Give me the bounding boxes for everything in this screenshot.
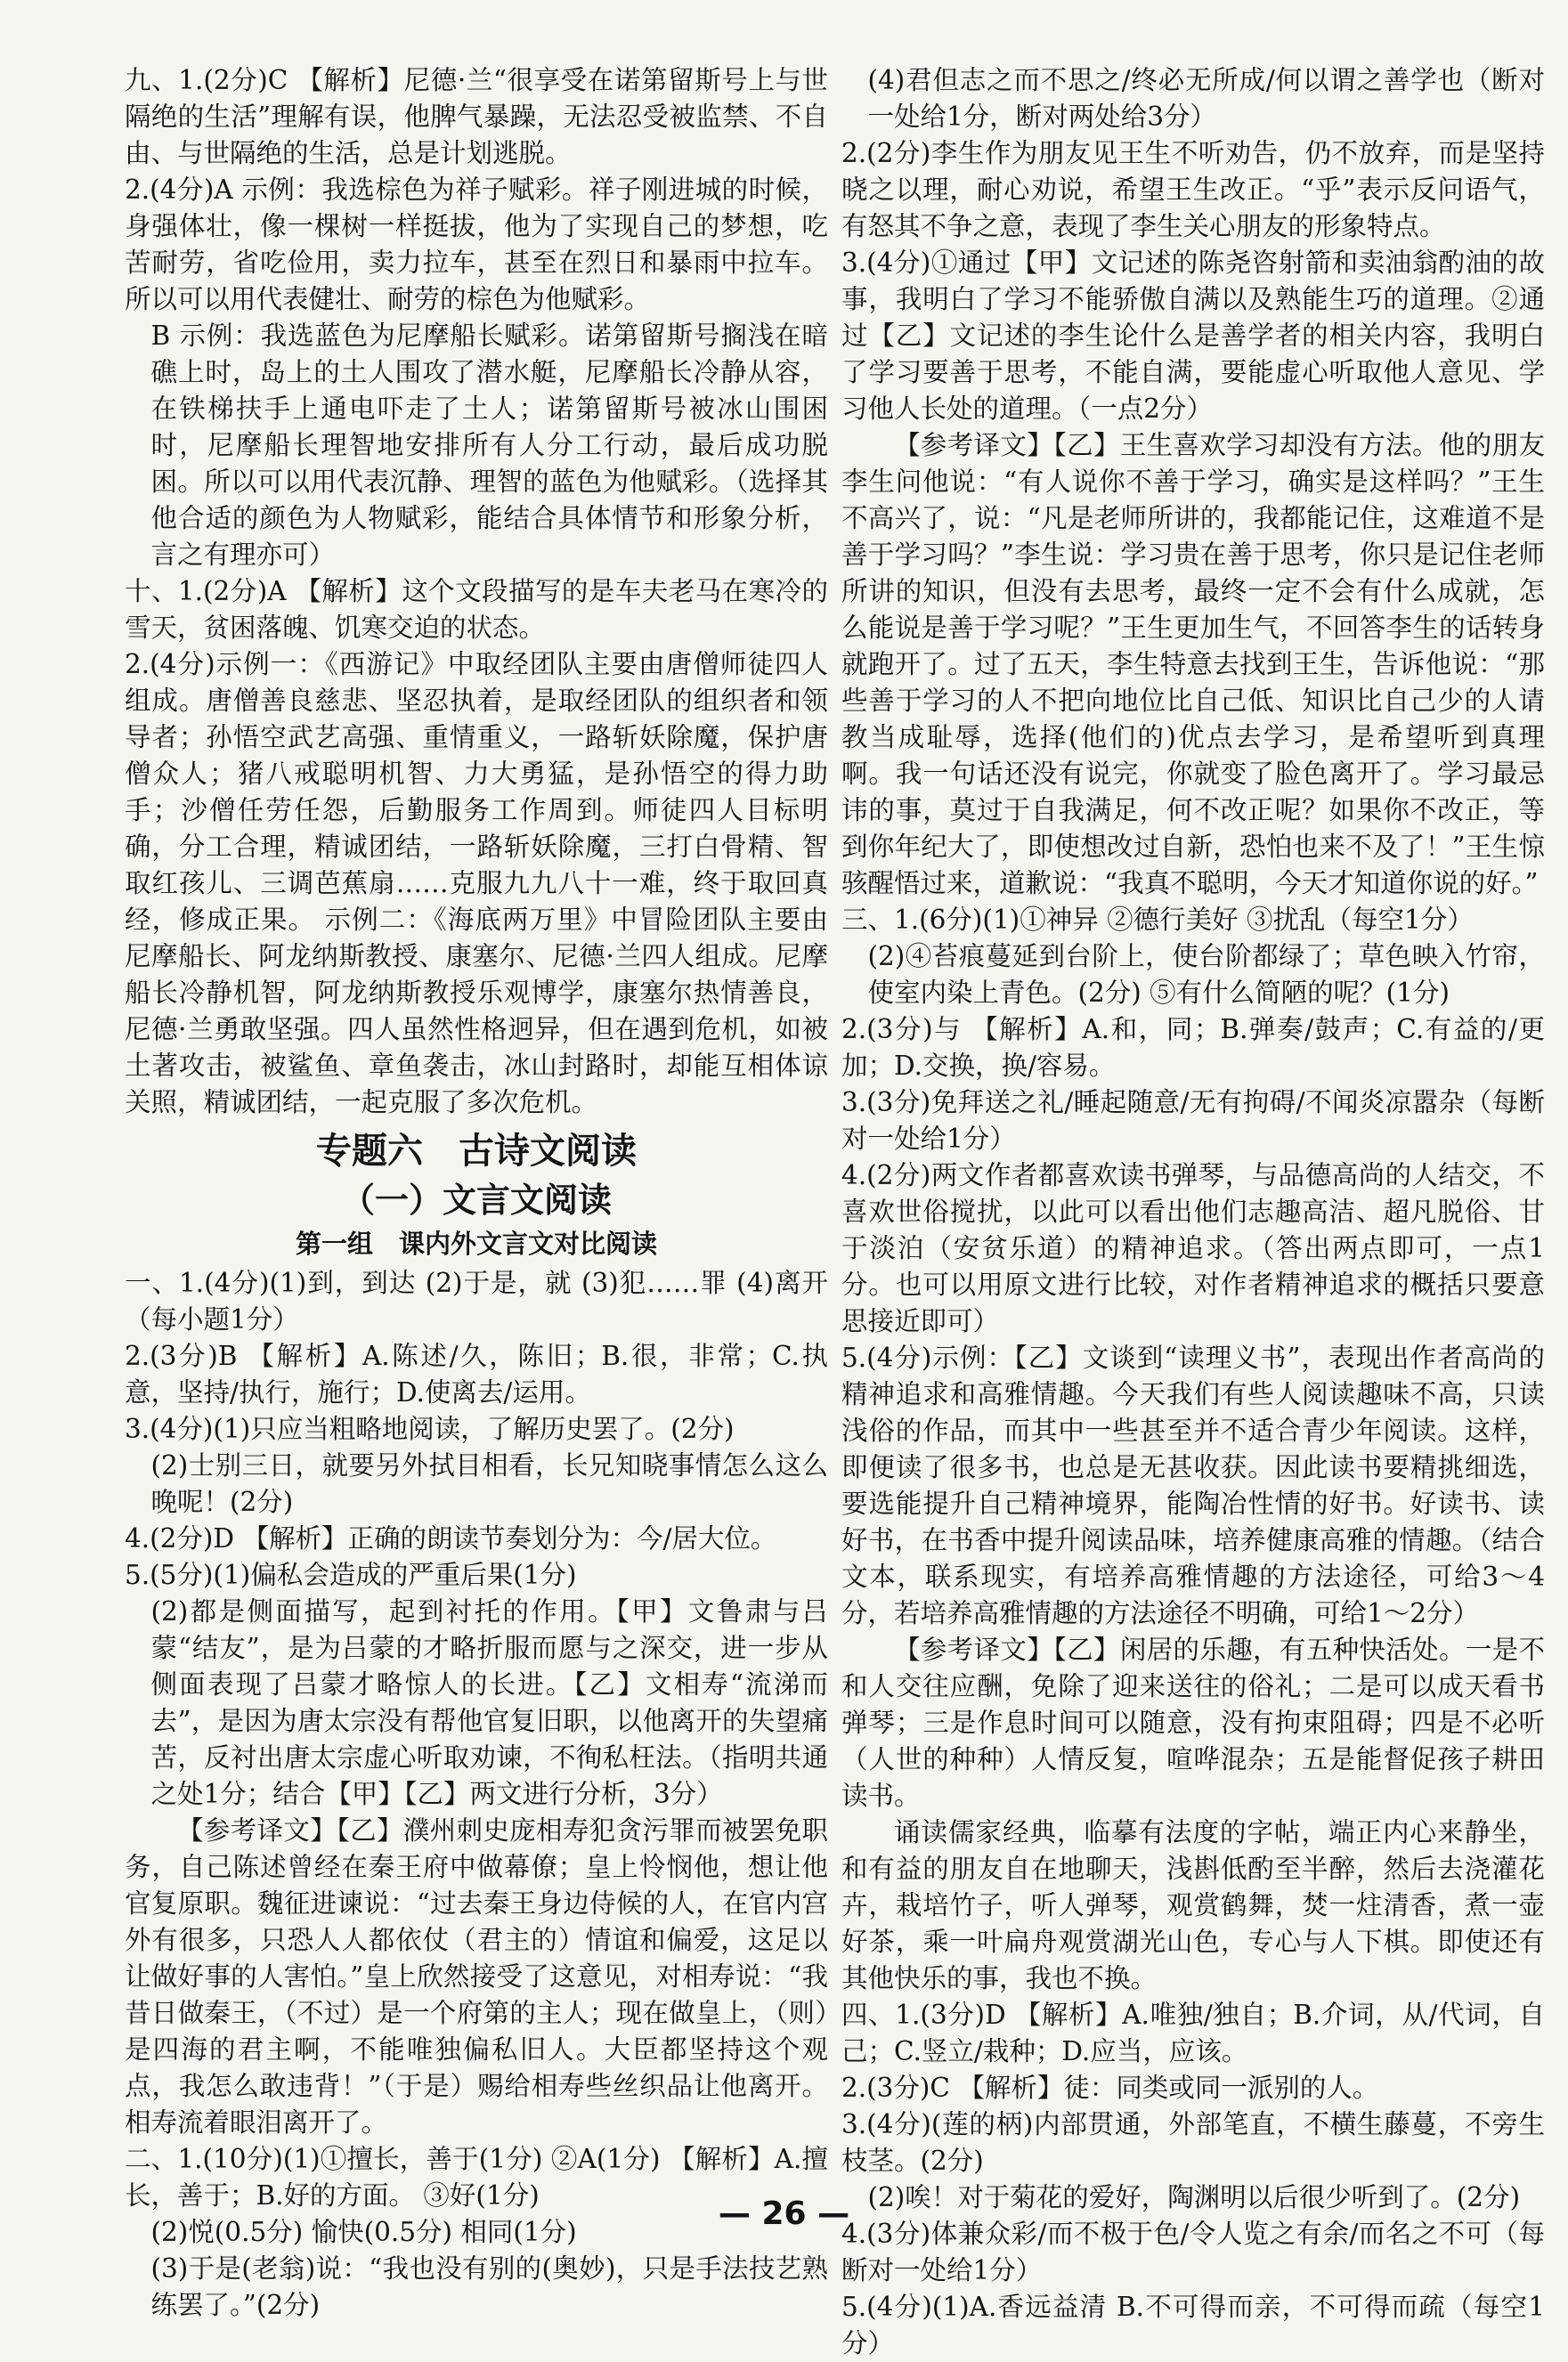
translation-paragraph: 【参考译文】【乙】王生喜欢学习却没有方法。他的朋友李生问他说：“有人说你不善于学习，确实是这样吗？”王生不高兴了，说：“凡是老师所讲的，我都能记住，这难道不是善于学习吗？”李生说：学习贵在善于思考，你只是记住老师所讲的知识，但没有去思考，最终一定不会有什么成就，怎么能说是善于学习呢？”王生更加生气，不回答李生的话转身就跑开了。过了五天，李生特意去找到王生，告诉他说：“那些善于学习的人不把向地位比自己低、知识比自己少的人请教当成耻辱，选择(他们的)优点去学习，是希望听到真理啊。我一句话还没有说完，你就变了脸色离开了。学习最忌讳的事，莫过于自我满足，何不改正呢？如果你不改正，等到你年纪大了，即使想改过自新，恐怕也来不及了！”王生惊骇醒悟过来，道歉说：“我真不聪明，今天才知道你说的好。” — [841, 430, 1545, 898]
answer-paragraph: 3.(4分)(莲的柄)内部贯通，外部笔直，不横生藤蔓，不旁生枝茎。(2分) — [841, 2109, 1545, 2176]
translation-paragraph: 诵读儒家经典，临摹有法度的字帖，端正内心来静坐，和有益的朋友自在地聊天，浅斟低酌至半醉，然后去浇灌花卉，栽培竹子，听人弹琴，观赏鹤舞，焚一炷清香，煮一壶好茶，乘一叶扁舟观赏湖光山色，专心与人下棋。即使还有其他快乐的事，我也不换。 — [841, 1817, 1545, 1993]
answer-paragraph: (4)君但志之而不思之/终必无所成/何以谓之善学也（断对一处给1分，断对两处给3分） — [867, 65, 1545, 132]
answer-paragraph: B 示例：我选蓝色为尼摩船长赋彩。诺第留斯号搁浅在暗礁上时，岛上的土人围攻了潜水艇，尼摩船长冷静从容，在铁梯扶手上通电吓走了土人；诺第留斯号被冰山围困时，尼摩船长理智地安排所有人分工行动，最后成功脱困。所以可以用代表沉静、理智的蓝色为他赋彩。（选择其他合适的颜色为人物赋彩，能结合具体情节和形象分析，言之有理亦可） — [150, 321, 828, 570]
right-column — [841, 62, 1545, 2362]
answer-paragraph: 九、1.(2分)C 【解析】尼德·兰“很享受在诺第留斯号上与世隔绝的生活”理解有误，他脾气暴躁，无法忍受被监禁、不自由、与世隔绝的生活，总是计划逃脱。 — [125, 65, 828, 168]
answer-paragraph: 2.(2分)李生作为朋友见王生不听劝告，仍不放弃，而是坚持晓之以理，耐心劝说，希望王生改正。“乎”表示反问语气，有怒其不争之意，表现了李生关心朋友的形象特点。 — [841, 138, 1545, 241]
answer-paragraph: (3)于是(老翁)说：“我也没有别的(奥妙)，只是手法技艺熟练罢了。”(2分) — [150, 2253, 828, 2320]
answer-paragraph: 3.(3分)免拜送之礼/睡起随意/无有拘碍/不闻炎凉嚣杂（每断对一处给1分） — [841, 1087, 1545, 1154]
answer-paragraph: 2.(3分)B 【解析】A.陈述/久，陈旧；B.很，非常；C.执意，坚持/执行，施行；D.使离去/运用。 — [125, 1341, 828, 1408]
answer-paragraph: 3.(4分)(1)只应当粗略地阅读，了解历史罢了。(2分) — [125, 1414, 735, 1444]
answer-paragraph: 5.(4分)示例：【乙】文谈到“读理义书”，表现出作者高尚的精神追求和高雅情趣。今天我们有些人阅读趣味不高，只读浅俗的作品，而其中一些甚至并不适合青少年阅读。这样，即便读了很多书，也总是无甚收获。因此读书要精挑细选，要选能提升自己精神境界，能陶冶性情的好书。好读书、读好书，在书香中提升阅读品味，培养健康高雅的情趣。（结合文本，联系现实，有培养高雅情趣的方法途径，可给3～4分，若培养高雅情趣的方法途径不明确，可给1～2分） — [841, 1343, 1545, 1628]
answer-paragraph: 3.(4分)①通过【甲】文记述的陈尧咨射箭和卖油翁酌油的故事，我明白了学习不能骄傲自满以及熟能生巧的道理。②通过【乙】文记述的李生论什么是善学者的相关内容，我明白了学习要善于思考，不能自满，要能虚心听取他人意见、学习他人长处的道理。（一点2分） — [841, 248, 1545, 424]
translation-paragraph: 【参考译文】【乙】闲居的乐趣，有五种快活处。一是不和人交往应酬，免除了迎来送往的俗礼；二是可以成天看书弹琴；三是作息时间可以随意，没有拘束阻碍；四是不必听（人世的种种）人情反复，喧哗混杂；五是能督促孩子耕田读书。 — [841, 1635, 1545, 1811]
section-subtitle: （一）文言文阅读 — [340, 1181, 612, 1220]
section-title: 专题六 古诗文阅读 — [316, 1131, 637, 1172]
answer-paragraph: (2)④苔痕蔓延到台阶上，使台阶都绿了；草色映入竹帘，使室内染上青色。(2分) ⑤有什么简陋的呢？(1分) — [867, 941, 1545, 1008]
page-number: — 26 — — [718, 2196, 850, 2232]
answer-paragraph: 四、1.(3分)D 【解析】A.唯独/独自；B.介词，从/代词，自己；C.竖立/栽种；D.应当，应该。 — [841, 2000, 1545, 2066]
answer-paragraph: 三、1.(6分)(1)①神异 ②德行美好 ③扰乱（每空1分） — [841, 905, 1474, 935]
answer-paragraph: 4.(3分)体兼众彩/而不极于色/令人览之有余/而名之不可（每断对一处给1分） — [841, 2219, 1545, 2285]
answer-paragraph: 2.(3分)C 【解析】徒：同类或同一派别的人。 — [841, 2073, 1379, 2103]
group-heading: 第一组 课内外文言文对比阅读 — [295, 1229, 657, 1259]
answer-paragraph: 2.(4分)A 示例：我选棕色为祥子赋彩。祥子刚进城的时候，身强体壮，像一棵树一样挺拔，他为了实现自己的梦想，吃苦耐劳，省吃俭用，卖力拉车，甚至在烈日和暴雨中拉车。所以可以用代表健壮、耐劳的棕色为他赋彩。 — [125, 175, 828, 314]
answer-paragraph: (2)士别三日，就要另外拭目相看，长兄知晓事情怎么这么晚呢！(2分) — [150, 1450, 828, 1517]
answer-paragraph: 5.(4分)(1)A.香远益清 B.不可得而亲，不可得而疏（每空1分） — [841, 2292, 1545, 2358]
answer-paragraph: (2)都是侧面描写，起到衬托的作用。【甲】文鲁肃与吕蒙“结友”，是为吕蒙的才略折服而愿与之深交，进一步从侧面表现了吕蒙才略惊人的长进。【乙】文相寿“流涕而去”，是因为唐太宗没有帮他官复旧职，以他离开的失望痛苦，反衬出唐太宗虚心听取劝谏，不徇私枉法。（指明共通之处1分；结合【甲】【乙】两文进行分析，3分） — [150, 1596, 828, 1809]
answer-paragraph: 一、1.(4分)(1)到，到达 (2)于是，就 (3)犯……罪 (4)离开（每小题1分） — [125, 1268, 828, 1335]
answer-paragraph: (2)唉！对于菊花的爱好，陶渊明以后很少听到了。(2分) — [867, 2182, 1521, 2212]
answer-paragraph: 2.(3分)与 【解析】A.和，同；B.弹奏/鼓声；C.有益的/更加；D.交换，换/容易。 — [841, 1014, 1545, 1081]
answer-paragraph: 4.(2分)D 【解析】正确的朗读节奏划分为：今/居大位。 — [125, 1523, 777, 1554]
answer-paragraph: (2)悦(0.5分) 愉快(0.5分) 相同(1分) — [150, 2217, 577, 2247]
translation-paragraph: 【参考译文】【乙】濮州刺史庞相寿犯贪污罪而被罢免职务，自己陈述曾经在秦王府中做幕僚；皇上怜悯他，想让他官复原职。魏征进谏说：“过去秦王身边侍候的人，在官内宫外有很多，只恐人人都依仗（君主的）情谊和偏爱，这足以让做好事的人害怕。”皇上欣然接受了这意见，对相寿说：“我昔日做秦王，（不过）是一个府第的主人；现在做皇上，（则）是四海的君主啊，不能唯独偏私旧人。大臣都坚持这个观点，我怎么敢违背！”（于是）赐给相寿些丝织品让他离开。相寿流着眼泪离开了。 — [125, 1815, 828, 2138]
answer-paragraph: 2.(4分)示例一：《西游记》中取经团队主要由唐僧师徒四人组成。唐僧善良慈悲、坚忍执着，是取经团队的组织者和领导者；孙悟空武艺高强、重情重义，一路斩妖除魔，保护唐僧众人；猪八戒聪明机智、力大勇猛，是孙悟空的得力助手；沙僧任劳任怨，后勤服务工作周到。师徒四人目标明确，分工合理，精诚团结，一路斩妖除魔，三打白骨精、智取红孩儿、三调芭蕉扇……克服九九八十一难，终于取回真经，修成正果。 示例二：《海底两万里》中冒险团队主要由尼摩船长、阿龙纳斯教授、康塞尔、尼德·兰四人组成。尼摩船长冷静机智，阿龙纳斯教授乐观博学，康塞尔热情善良，尼德·兰勇敢坚强。四人虽然性格迥异，但在遇到危机，如被土著攻击，被鲨鱼、章鱼袭击，冰山封路时，却能互相体谅关照，精诚团结，一起克服了多次危机。 — [125, 649, 828, 1117]
answer-paragraph: 5.(5分)(1)偏私会造成的严重后果(1分) — [125, 1560, 577, 1590]
answer-paragraph: 4.(2分)两文作者都喜欢读书弹琴，与品德高尚的人结交，不喜欢世俗搅扰，以此可以看出他们志趣高洁、超凡脱俗、甘于淡泊（安贫乐道）的精神追求。（答出两点即可，一点1分。也可以用原文进行比较，对作者精神追求的概括只要意思接近即可） — [841, 1160, 1545, 1336]
answer-paragraph: 二、1.(10分)(1)①擅长，善于(1分) ②A(1分) 【解析】A.擅长，善于；B.好的方面。 ③好(1分) — [125, 2144, 828, 2211]
left-column — [125, 62, 828, 2324]
answer-paragraph: 十、1.(2分)A 【解析】这个文段描写的是车夫老马在寒冷的雪天，贫困落魄、饥寒交迫的状态。 — [125, 576, 828, 643]
